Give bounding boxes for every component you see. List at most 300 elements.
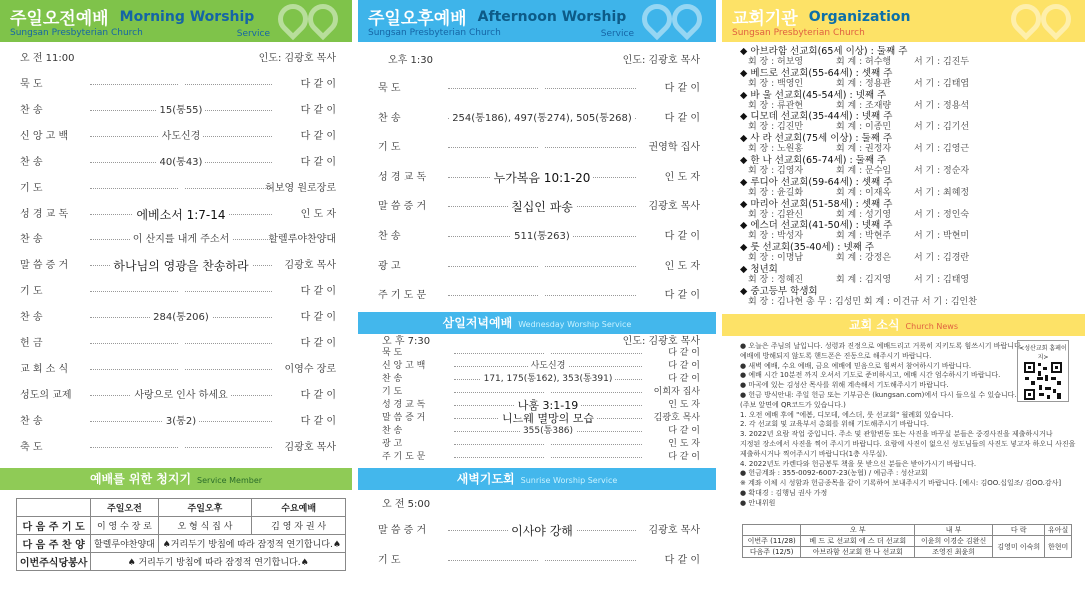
order-item-person: 다 같 이 xyxy=(300,389,336,401)
wednesday-title-en: Wednesday Worship Service xyxy=(518,320,632,329)
officer-entry: 회 장 : 김완신 xyxy=(748,209,804,220)
order-item-content-text: 3(통2) xyxy=(163,416,199,427)
order-item-content xyxy=(90,337,272,351)
service-member-table xyxy=(16,498,346,571)
order-item-content-text: 284(통206) xyxy=(150,312,212,323)
afternoon-title-ko: 주일오후예배 xyxy=(368,9,467,29)
order-item-person: 다 같 이 xyxy=(664,112,700,124)
organization-name: ◆ 베드로 선교회(55-64세) : 셋째 주 xyxy=(740,67,893,79)
order-item-content-text xyxy=(178,79,184,90)
officer-entry: 회 계 : 이재옥 xyxy=(836,187,892,198)
sunrise-bar xyxy=(358,468,716,490)
order-item-content xyxy=(454,387,642,398)
order-item-content-text: 이사야 강해 xyxy=(508,524,576,538)
table-header-cell: 주일오전 xyxy=(91,499,158,517)
organization-officers xyxy=(748,100,970,112)
order-item-label: 주 기 도 문 xyxy=(382,452,426,462)
order-item-content-text xyxy=(178,442,184,453)
officer-entry: 회 장 : 김진만 xyxy=(748,122,804,133)
order-item-label: 찬 송 xyxy=(378,112,401,124)
order-row xyxy=(358,200,716,214)
order-item-content xyxy=(90,208,272,224)
organization-officers xyxy=(748,297,977,308)
wednesday-leader: 인도: 김광호 목사 xyxy=(622,336,700,347)
order-item-content-text xyxy=(178,183,184,194)
table-header-row xyxy=(17,499,346,517)
heart-decoration-icon xyxy=(1007,0,1077,42)
news-item: ● 헌금계좌 : 355-0092-6007-23(농협) / 예금주 : 성산교회 xyxy=(740,469,928,478)
sunrise-title: 새벽기도회 xyxy=(456,472,515,486)
officer-entry: 회 계 : 문수임 xyxy=(836,166,892,176)
news-item: 1. 오전 예배 후에 "에봄, 디모데, 에스더, 룻 선교회" 월례회 있습니다. xyxy=(740,410,954,419)
order-row xyxy=(358,260,716,274)
heart-decoration-icon xyxy=(638,0,708,42)
organization-name: ◆ 디모데 선교회(35-44세) : 넷째 주 xyxy=(740,111,893,123)
wednesday-time: 오 후 7:30 xyxy=(382,336,431,347)
news-item: 4. 2022년도 카렌다와 헌금봉투 책을 못 받으신 분들은 받아가시기 바랍니다. xyxy=(740,459,977,468)
table-cell: 조영진 최윤희 xyxy=(915,547,993,558)
order-item-label: 찬 송 xyxy=(20,156,43,168)
order-item-label: 묵 도 xyxy=(378,83,401,94)
service-member-title-en: Service Member xyxy=(197,476,263,485)
order-item-label: 성도의 교제 xyxy=(20,389,72,401)
organization-name: ◆ 청년회 xyxy=(740,264,778,275)
morning-column xyxy=(0,0,352,595)
officer-entry: 회 계 : 강정은 xyxy=(836,253,892,264)
order-row xyxy=(0,311,352,325)
order-item-person: 다 같 이 xyxy=(668,426,700,436)
order-item-person: 다 같 이 xyxy=(300,156,336,168)
order-row xyxy=(358,524,716,538)
order-item-label: 찬 송 xyxy=(20,104,43,116)
organization-officers xyxy=(748,187,970,199)
order-row xyxy=(358,452,716,463)
officer-entry: 회 계 : 조재량 xyxy=(836,100,892,111)
news-item: ● 마곡에 있는 김성산 목사를 위해 계속해서 기도해주시기 바랍니다. xyxy=(740,381,949,390)
order-row xyxy=(0,156,352,170)
officer-entry: 회 장 : 박성자 xyxy=(748,231,804,242)
organization-name: ◆ 루디아 선교회(59-64세) : 셋째 주 xyxy=(740,176,893,188)
table-header-cell: 내 부 xyxy=(915,525,993,536)
order-row xyxy=(0,363,352,377)
morning-time: 오 전 11:00 xyxy=(20,53,75,64)
order-item-person: 다 같 이 xyxy=(300,79,336,90)
order-item-label: 기 도 xyxy=(20,286,43,298)
order-item-label: 말 씀 증 거 xyxy=(382,413,426,423)
order-item-content xyxy=(448,141,636,155)
order-item-content xyxy=(454,426,642,437)
morning-service-label: Service xyxy=(236,29,270,39)
order-item-content-text xyxy=(545,348,551,358)
order-item-content-text xyxy=(539,261,545,272)
table-row xyxy=(17,517,346,535)
order-row xyxy=(0,233,352,247)
order-item-content xyxy=(90,104,272,118)
officer-entry: 회 장 : 김영자 xyxy=(748,166,804,176)
morning-leader: 인도: 김광호 목사 xyxy=(258,53,336,64)
news-item: ● 새벽 예배, 수요 예배, 금요 예배에 믿음으로 힘써서 참여하시기 바랍니다. xyxy=(740,361,972,370)
sunrise-time: 오 전 5:00 xyxy=(382,499,431,510)
order-item-label: 기 도 xyxy=(382,387,403,397)
order-item-content xyxy=(90,441,272,455)
order-row xyxy=(358,426,716,437)
order-row xyxy=(0,337,352,351)
organization-officers xyxy=(748,78,970,90)
news-item: 제출하시거나 찍어주시기 바랍니다(1층 사무실). xyxy=(740,449,888,458)
table-cell: 아브라함 선교회 한 나 선교회 xyxy=(801,547,915,558)
organization-name: ◆ 에스더 선교회(41-50세) : 넷째 주 xyxy=(740,220,893,232)
order-item-label: 교 회 소 식 xyxy=(20,363,69,375)
officer-entry: 회 계 : 권정자 xyxy=(836,144,892,155)
table-row xyxy=(17,535,346,553)
order-row xyxy=(358,82,716,96)
table-header-cell: 오 부 xyxy=(801,525,915,536)
church-news-bar xyxy=(722,314,1085,336)
news-item: ● 오늘은 주님의 날입니다. 성령과 진정으로 예배드리고 거룩히 지키도록 힘쓰시기 바랍니다. xyxy=(740,342,1024,350)
officer-entry: 회 장 : 정혜진 xyxy=(748,275,804,285)
table-cell: ♠ 거리두기 방침에 따라 잠정적 연기합니다.♠ xyxy=(91,553,346,571)
organization-name: ◆ 사 라 선교회(75세 이상) : 둘째 주 xyxy=(740,133,893,145)
order-item-content xyxy=(90,78,272,92)
order-item-person: 인 도 자 xyxy=(668,400,700,410)
order-row xyxy=(358,141,716,155)
order-row xyxy=(358,413,716,424)
organization-officers xyxy=(748,275,970,286)
order-item-content xyxy=(454,452,642,463)
qr-code-icon xyxy=(1023,361,1063,401)
table-cell: 할렐루야찬양대 xyxy=(91,535,158,553)
table-cell: 이 영 수 장 로 xyxy=(91,517,158,535)
order-row xyxy=(358,230,716,244)
order-item-content xyxy=(90,259,272,275)
order-item-label: 광 고 xyxy=(378,260,401,272)
officer-entry: 서 기 : 김기선 xyxy=(914,122,970,133)
order-item-content-text: 사도신경 xyxy=(159,131,204,142)
order-item-content xyxy=(454,439,642,450)
order-item-content xyxy=(448,200,636,216)
order-item-content-text: 사도신경 xyxy=(528,361,569,371)
officer-entry: 서 기 : 정인숙 xyxy=(914,209,970,220)
table-cell: 오 형 식 집 사 xyxy=(158,517,252,535)
officer-entry: 서 기 : 박현미 xyxy=(914,231,970,242)
order-row xyxy=(0,285,352,299)
order-item-person: 김광호 목사 xyxy=(284,441,336,453)
organization-officers xyxy=(748,166,970,177)
news-item: ● 확대경 : 김행님 권사 가정 xyxy=(740,489,828,497)
table-row xyxy=(17,553,346,571)
order-item-content xyxy=(448,554,636,568)
table-cell: 다음주 (12/5) xyxy=(743,547,801,558)
order-item-label: 묵 도 xyxy=(382,348,403,358)
order-item-content xyxy=(90,182,272,196)
church-news-title: 교회 소식 xyxy=(848,318,900,332)
officer-entry: 회 계 : 박현주 xyxy=(836,231,892,242)
afternoon-header xyxy=(358,0,716,42)
order-item-label: 찬 송 xyxy=(20,234,43,246)
officer-entry: 회 장 : 이명남 xyxy=(748,253,804,264)
afternoon-time: 오후 1:30 xyxy=(388,55,433,66)
order-item-person: 허보영 원로장로 xyxy=(265,182,336,194)
organization-officers xyxy=(748,122,970,133)
table-header-cell: 주일오후 xyxy=(158,499,252,517)
order-item-content xyxy=(90,311,272,325)
table-cell: ♠거리두기 방침에 따라 잠정적 연기합니다.♠ xyxy=(158,535,345,553)
news-item: ※ 계좌 이체 시 성함과 헌금종목을 같이 기록하여 보내주시기 바랍니다. [예시: 김OO.십일조/ 김OO.감사] xyxy=(740,479,1062,488)
order-item-content-text: 하나님의 영광을 찬송하라 xyxy=(110,259,251,273)
order-item-content-text: 171, 175(통162), 353(통391) xyxy=(481,374,616,384)
organization-officers xyxy=(748,57,970,68)
officer-entry: 서 기 : 김진두 xyxy=(914,57,970,67)
order-row xyxy=(0,415,352,429)
officer-entry: 회 계 : 정용관 xyxy=(836,78,892,89)
order-row xyxy=(358,289,716,303)
table-row-header: 이번주식당봉사 xyxy=(17,553,91,571)
heart-decoration-icon xyxy=(274,0,344,42)
table-cell: 베 드 로 선교회 에 스 더 선교회 xyxy=(801,536,915,547)
table-cell: 김영미 이숙희 xyxy=(993,536,1045,558)
order-item-content-text xyxy=(545,387,551,397)
order-item-person: 김광호 목사 xyxy=(653,413,700,423)
table-cell: 이번주 (11/28) xyxy=(743,536,801,547)
officer-entry: 서 기 : 김태영 xyxy=(914,275,970,285)
organization-name: ◆ 아브라함 선교회(65세 이상) : 둘째 주 xyxy=(740,46,908,57)
order-row xyxy=(358,554,716,568)
table-row xyxy=(743,536,1072,547)
officer-entry: 회 장 : 노원홍 xyxy=(748,144,804,155)
volunteer-table xyxy=(742,524,1072,558)
order-item-person: 다 같 이 xyxy=(300,312,336,324)
morning-title-en: Morning Worship xyxy=(119,8,255,25)
order-item-label: 주 기 도 문 xyxy=(378,290,427,302)
order-item-content-text: 니느웨 멸망의 모습 xyxy=(499,412,597,425)
order-item-content xyxy=(448,171,636,187)
order-row xyxy=(358,387,716,398)
order-item-person: 다 같 이 xyxy=(668,348,700,358)
organization-officers xyxy=(748,253,970,264)
order-item-person: 김광호 목사 xyxy=(284,260,336,272)
order-item-content-text: 나훔 3:1-19 xyxy=(515,399,581,412)
organization-name: ◆ 룻 선교회(35-40세) : 넷째 주 xyxy=(740,242,875,254)
order-item-label: 묵 도 xyxy=(20,79,43,90)
table-row-header: 다 음 주 기 도 xyxy=(17,517,91,535)
order-item-content xyxy=(90,389,272,403)
order-item-content xyxy=(90,285,272,299)
order-row xyxy=(0,104,352,118)
organization-header xyxy=(722,0,1085,42)
officer-entry: 회 장 : 류관현 xyxy=(748,100,804,111)
afternoon-service-label: Service xyxy=(600,29,634,39)
service-member-title: 예배를 위한 청지기 xyxy=(89,472,192,486)
order-item-content-text: 에베소서 1:7-14 xyxy=(133,208,228,222)
wednesday-title: 삼일저녁예배 xyxy=(442,316,513,330)
officer-entry: 회 장 : 윤길화 xyxy=(748,187,804,198)
order-item-label: 성 경 교 독 xyxy=(20,208,69,220)
order-item-content-text: 이 산지를 내게 주소서 xyxy=(130,234,232,245)
organization-officers xyxy=(748,144,970,155)
order-item-person: 다 같 이 xyxy=(300,338,336,349)
organization-name: ◆ 바 울 선교회(45-54세) : 넷째 주 xyxy=(740,89,887,101)
organization-name: ◆ 마리아 선교회(51-58세) : 셋째 주 xyxy=(740,198,893,210)
order-item-content-text: 355(통386) xyxy=(520,426,576,436)
order-item-content xyxy=(448,112,636,126)
officer-entry: 서 기 : 정순자 xyxy=(914,166,970,176)
officer-entry: 서 기 : 김태엽 xyxy=(914,78,970,89)
order-item-person: 다 같 이 xyxy=(668,374,700,384)
table-header-cell: 다 락 xyxy=(993,525,1045,536)
morning-church-name: Sungsan Presbyterian Church xyxy=(10,28,143,38)
news-item: 예배에 방해되지 않도록 핸드폰은 진동으로 해주시기 바랍니다. xyxy=(740,351,932,360)
order-item-person: 권영학 집사 xyxy=(648,142,700,154)
order-row xyxy=(358,400,716,411)
order-item-content-text xyxy=(178,338,184,349)
order-item-person: 인 도 자 xyxy=(664,171,700,183)
order-item-content xyxy=(454,413,642,426)
order-item-label: 찬 송 xyxy=(20,312,43,324)
church-news-title-en: Church News xyxy=(905,322,958,331)
table-header-cell xyxy=(17,499,91,517)
officer-entry: 회 계 : 이종민 xyxy=(836,122,892,133)
organization-name: ◆ 한 나 선교회(65-74세) : 둘째 주 xyxy=(740,155,887,166)
order-item-person: 다 같 이 xyxy=(664,83,700,94)
wednesday-bar xyxy=(358,312,716,334)
officer-entry: 회 장 : 허보영 xyxy=(748,57,804,67)
order-item-person: 인 도 자 xyxy=(668,439,700,449)
homepage-qr-code[interactable] xyxy=(1017,340,1069,402)
organization-title-ko: 교회기관 xyxy=(732,9,798,29)
order-item-content-text: 누가복음 10:1-20 xyxy=(491,171,594,185)
order-item-content-text xyxy=(545,439,551,449)
order-item-content-text: 15(통55) xyxy=(157,105,206,116)
order-item-label: 기 도 xyxy=(378,142,401,154)
order-row xyxy=(0,78,352,92)
table-row-header: 다 음 주 찬 양 xyxy=(17,535,91,553)
organization-column xyxy=(722,0,1085,595)
order-row xyxy=(0,441,352,455)
officer-entry: 회 장 : 김나현 총 무 : 김성민 회 계 : 이건규 서 기 : 김인찬 xyxy=(748,296,977,307)
order-item-content xyxy=(448,260,636,274)
sunrise-time-row xyxy=(358,498,716,512)
order-row xyxy=(358,112,716,126)
table-header-row xyxy=(743,525,1072,536)
news-item: ● 예배 시간 10분전 까지 오셔서 기도로 준비하시고, 예배 시간 엄수하시기 바랍니다. xyxy=(740,371,1001,380)
order-item-content-text xyxy=(539,142,545,153)
table-cell: 이윤희 이경순 김완신 xyxy=(915,536,993,547)
organization-officers xyxy=(748,209,970,221)
order-row xyxy=(0,208,352,222)
morning-title-ko: 주일오전예배 xyxy=(10,9,109,29)
order-row xyxy=(358,374,716,385)
order-item-label: 헌 금 xyxy=(20,338,43,349)
order-item-content-text xyxy=(539,83,545,94)
order-item-label: 찬 송 xyxy=(378,231,401,242)
order-item-person: 다 같 이 xyxy=(300,286,336,298)
afternoon-church-name: Sungsan Presbyterian Church xyxy=(368,28,501,38)
order-item-person: 이영수 장로 xyxy=(284,363,336,375)
organization-title-en: Organization xyxy=(808,8,911,25)
qr-label: <성산교회 홈페이지> xyxy=(1019,345,1067,361)
organization-name: ◆ 중고등부 학생회 xyxy=(740,285,818,297)
order-item-label: 기 도 xyxy=(20,182,43,194)
order-item-label: 말 씀 증 거 xyxy=(20,260,69,272)
order-item-label: 기 도 xyxy=(378,555,401,566)
order-item-label: 찬 송 xyxy=(382,426,403,436)
order-item-content xyxy=(90,233,272,247)
news-item: 지정된 장소에서 사진을 찍어 주시기 바랍니다. 요람에 사진이 없으신 성도님들의 사진도 넣고자 하오니 사진을 xyxy=(740,440,1076,448)
organization-church-name: Sungsan Presbyterian Church xyxy=(732,28,865,38)
order-item-person: 김광호 목사 xyxy=(648,525,700,536)
morning-header xyxy=(0,0,352,42)
order-item-content-text xyxy=(539,290,545,301)
order-item-person: 김광호 목사 xyxy=(648,201,700,213)
table-header-cell: 유아실 xyxy=(1045,525,1072,536)
order-item-content xyxy=(90,156,272,170)
news-item: (주보 앞면에 QR코드가 있습니다.) xyxy=(740,400,846,409)
afternoon-time-row xyxy=(358,54,716,68)
order-item-content xyxy=(448,230,636,244)
order-item-person: 다 같 이 xyxy=(664,231,700,242)
order-item-label: 찬 송 xyxy=(20,415,43,427)
order-row xyxy=(358,171,716,185)
order-item-label: 신 앙 고 백 xyxy=(20,130,69,142)
officer-entry: 서 기 : 김영근 xyxy=(914,144,970,155)
order-item-content-text: 254(통186), 497(통274), 505(통268) xyxy=(449,113,635,124)
order-item-person: 다 같 이 xyxy=(300,104,336,116)
afternoon-column xyxy=(358,0,716,595)
order-item-label: 성 경 교 독 xyxy=(378,171,427,183)
order-item-person: 다 같 이 xyxy=(300,415,336,427)
officer-entry: 회 계 : 성기영 xyxy=(836,209,892,220)
order-item-label: 찬 송 xyxy=(382,374,403,384)
order-row xyxy=(358,361,716,372)
order-item-content-text xyxy=(539,555,545,566)
officer-entry: 서 기 : 최혜정 xyxy=(914,187,970,198)
order-item-content xyxy=(448,524,636,540)
order-item-content-text xyxy=(178,364,184,375)
order-item-person: 다 같 이 xyxy=(668,452,700,462)
news-item: ● 헌금 방식안내: 주일 헌금 또는 기부금은 (kungsan.com)에서 다시 들으실 수 있습니다. xyxy=(740,391,1017,399)
order-item-content xyxy=(454,374,642,385)
order-item-label: 성 경 교 독 xyxy=(382,400,426,410)
order-item-content-text xyxy=(545,452,551,462)
order-item-content xyxy=(90,415,272,429)
officer-entry: 회 장 : 백영인 xyxy=(748,78,804,89)
order-item-content-text: 511(통263) xyxy=(511,231,573,242)
officer-entry: 회 계 : 김지영 xyxy=(836,275,892,285)
news-item: 3. 2022년 요람 작업 중입니다. 주소 및 관할변동 또는 사진을 바꾸실 분들은 중경사진을 제출하시거나 xyxy=(740,430,1053,439)
order-row xyxy=(0,182,352,196)
service-member-bar xyxy=(0,468,352,490)
order-item-content xyxy=(90,130,272,144)
order-item-label: 말 씀 증 거 xyxy=(378,525,427,536)
officer-entry: 서 기 : 정용석 xyxy=(914,100,970,111)
order-row xyxy=(358,439,716,450)
table-header-cell xyxy=(743,525,801,536)
table-cell: 김 영 자 권 사 xyxy=(252,517,346,535)
afternoon-title-en: Afternoon Worship xyxy=(477,8,627,25)
order-row xyxy=(0,259,352,273)
order-item-content-text xyxy=(178,286,184,297)
order-item-person: 할렐루야찬양대 xyxy=(268,234,336,246)
order-item-person: 이희자 집사 xyxy=(653,387,700,397)
order-item-content-text: 칠십인 파송 xyxy=(508,200,576,214)
wednesday-time-row xyxy=(358,335,716,349)
order-row xyxy=(358,348,716,359)
table-header-cell: 수요예배 xyxy=(252,499,346,517)
order-item-person: 다 같 이 xyxy=(664,555,700,566)
order-item-person: 다 같 이 xyxy=(668,361,700,371)
afternoon-leader: 인도: 김광호 목사 xyxy=(622,55,700,66)
order-item-label: 축 도 xyxy=(20,441,43,453)
